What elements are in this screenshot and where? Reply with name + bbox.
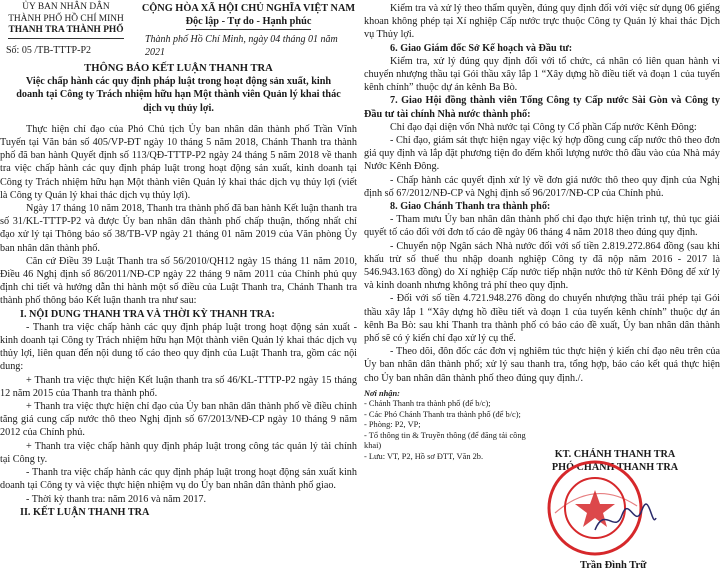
org-line-1: ỦY BAN NHÂN DÂN <box>22 2 110 12</box>
paragraph: Kiểm tra và xử lý theo thẩm quyền, đúng quy định đối với việc sử dụng 06 giếng khoan không phép tại Xí nghiệp Cấp nước trực thuộc Công ty Quản lý khai thác Dịch vụ Thủy lợi. <box>364 3 720 41</box>
sign-line-2: PHÓ CHÁNH THANH TRA <box>551 462 679 473</box>
paragraph: - Chấp hành các quyết định xử lý về đơn giá nước thô theo quy định của Nghị định số 67/2012/NĐ-CP và Nghị định số 96/2017/NĐ-CP của Chính phủ. <box>364 174 720 199</box>
document-number: Số: 05 /TB-TTTP-P2 <box>6 45 92 56</box>
paragraph: - Chỉ đạo, giám sát thực hiện ngay việc ký hợp đồng cung cấp nước thô theo đơn giá quy định và lắp đặt phương tiện đo đếm khối lượng nước thô đầu vào của Nhà máy Nước Kênh Đông. <box>364 135 720 173</box>
org-line-3: THANH TRA THÀNH PHỐ <box>8 25 123 39</box>
paragraph: Chỉ đạo đại diện vốn Nhà nước tại Công ty Cổ phần Cấp nước Kênh Đông: <box>390 121 697 133</box>
section-heading: I. NỘI DUNG THANH TRA VÀ THỜI KỲ THANH TRA: <box>20 308 275 320</box>
paragraph: - Thanh tra việc chấp hành các quy định pháp luật trong hoạt động sản xuất kinh doanh tại Công ty và việc thực hiện nhiệm vụ do Ủy ban nhân dân thành phố giao. <box>0 467 357 492</box>
paragraph: Kiểm tra, xử lý đúng quy định đối với tổ chức, cá nhân có liên quan hành vi chuyển nhượng thầu tại Gói thầu xây lắp 1 “Xây dựng hồ điều tiết và đoạn 1 của tuyến kênh chính” thuộc dự án kênh Ba Bò. <box>364 55 720 94</box>
paragraph: Căn cứ Điều 39 Luật Thanh tra số 56/2010/QH12 ngày 15 tháng 11 năm 2010, Điều 46 Nghị định số 86/2011/NĐ-CP ngày 22 tháng 9 năm 2011 của Chính phủ quy định chi tiết và hướng dẫn thi hành một số điều của Luật Thanh tra, Chánh Thanh tra thành phố thông báo Kết luận thanh tra như sau: <box>0 255 357 307</box>
issuing-org <box>0 2 132 39</box>
paragraph: + Thanh tra việc thực hiện chỉ đạo của Ủy ban nhân dân thành phố về điều chỉnh tăng giá cung cấp nước thô theo Nghị định số 67/2013/NĐ-CP ngày 10 tháng 9 năm 2012 của Chính phủ. <box>0 401 357 439</box>
national-motto <box>140 2 357 30</box>
recipient-item: - Lưu: VT, P2, Hồ sơ ĐTT, Văn 2b. <box>364 451 484 461</box>
paragraph: - Đối với số tiền 4.721.948.276 đồng do chuyển nhượng thầu trái phép tại Gói thầu xây lắp 1 “Xây dựng hồ điều tiết và đoạn 1 của tuyến kênh chính” thuộc dự án kênh Ba Bò: sau khi Thanh tra thành phố có báo cáo đề xuất, Ủy ban nhân dân thành phố sẽ có ý kiến chỉ đạo xử lý cụ thể. <box>364 293 720 345</box>
recipient-item: - Các Phó Chánh Thanh tra thành phố (để b/c); <box>364 409 521 419</box>
doc-subtitle: Việc chấp hành các quy định pháp luật trong hoạt động sản xuất, kinh doanh tại Công ty Trách nhiệm hữu hạn Một thành viên Quản lý khai thác dịch vụ thủy lợi. <box>16 76 341 114</box>
signer-name: Trần Đình Trữ <box>580 560 647 571</box>
recipient-item: - Phòng: P2, VP; <box>364 420 421 430</box>
paragraph: - Chuyển nộp Ngân sách Nhà nước đối với số tiền 2.819.272.864 đồng (sau khi khấu trừ số thuế thu nhập doanh nghiệp Công ty đã nộp năm 2016 - 2017 là 546.943.163 đồng) do Xí nghiệp Cấp nước tiếp nhận nước thô từ Kênh Đông để xử lý và kinh doanh nhưng không trả phí theo quy định. <box>364 240 720 292</box>
sign-line-1: KT. CHÁNH THANH TRA <box>554 449 676 460</box>
paragraph: Ngày 17 tháng 10 năm 2018, Thanh tra thành phố đã ban hành Kết luận thanh tra số 31/KL-TTTP-P2 và được Ủy ban nhân dân thành phố chấp thuận, thống nhất chỉ đạo xử lý tại Thông báo số 38/TB-VP ngày 21 tháng 01 năm 2019 của Văn phòng Ủy ban nhân dân thành phố. <box>0 203 357 254</box>
doc-title: THÔNG BÁO KẾT LUẬN THANH TRA <box>84 63 273 74</box>
paragraph: - Thời kỳ thanh tra: năm 2016 và năm 2017. <box>26 493 207 505</box>
paragraph: + Thanh tra việc thực hiện Kết luận thanh tra số 46/KL-TTTP-P2 ngày 15 tháng 12 năm 2015 của Thanh tra thành phố. <box>0 374 357 399</box>
recipient-item: - Tổ thông tin & Truyền thông (để đăng tải công khai) <box>364 430 526 451</box>
org-line-2: THÀNH PHỐ HỒ CHÍ MINH <box>8 13 124 24</box>
recipients-title: Nơi nhận: <box>364 388 400 398</box>
paragraph: - Theo dõi, đôn đốc các đơn vị nghiêm túc thực hiện ý kiến chỉ đạo nêu trên của Ủy ban nhân dân thành phố; xử lý sau thanh tra, tổng hợp, báo cáo kết quả thực hiện cho Ủy ban nhân dân thành phố theo đúng quy định./. <box>364 346 720 384</box>
section-heading: 6. Giao Giám đốc Sở Kế hoạch và Đầu tư: <box>390 42 573 54</box>
section-heading: 7. Giao Hội đồng thành viên Tổng Công ty Cấp nước Sài Gòn và Công ty Đầu tư tài chính Nhà nước thành phố: <box>364 95 720 120</box>
paragraph: + Thanh tra việc chấp hành quy định pháp luật trong công tác quản lý tài chính tại Công ty. <box>0 440 357 465</box>
paragraph: - Tham mưu Ủy ban nhân dân thành phố chỉ đạo thực hiện trình tự, thủ tục giải quyết tố cáo đối với đơn tố cáo đề ngày 06 tháng 4 năm 2018 theo đúng quy định. <box>364 214 720 239</box>
signature-icon <box>590 500 660 540</box>
right-column <box>364 0 720 462</box>
left-body <box>0 62 357 519</box>
recipient-item: - Chánh Thanh tra thành phố (để b/c); <box>364 399 491 409</box>
paragraph: - Thanh tra việc chấp hành các quy định pháp luật trong hoạt động sản xuất - kinh doanh tại Công ty Trách nhiệm hữu hạn Một thành viên Quản lý khai thác dịch vụ thủy lợi, liên quan đến nội dung tố cáo theo quy định của Luật Thanh tra, gồm các nội dung: <box>0 321 357 373</box>
section-heading: 8. Giao Chánh Thanh tra thành phố: <box>390 201 551 213</box>
document-date: Thành phố Hồ Chí Minh, ngày 04 tháng 01 năm 2021 <box>145 34 338 59</box>
recipients <box>364 389 534 463</box>
section-heading: II. KẾT LUẬN THANH TRA <box>20 506 150 518</box>
nation-line-1: CỘNG HÒA XÃ HỘI CHỦ NGHĨA VIỆT NAM <box>141 3 356 14</box>
nation-line-2: Độc lập - Tự do - Hạnh phúc <box>186 15 312 30</box>
paragraph: Thực hiện chỉ đạo của Phó Chủ tịch Ủy ban nhân dân thành phố Trần Vĩnh Tuyến tại Văn bản số 405/VP-ĐT ngày 10 tháng 5 năm 2018, Chánh Thanh tra thành phố đã ban hành Quyết định số 113/QĐ-TTTP-P2 ngày 24 tháng 5 năm 2018 về thanh tra việc chấp hành các quy định pháp luật trong hoạt động sản xuất, kinh doanh tại Công ty Trách nhiệm hữu hạn Một thành viên Quản lý khai thác dịch vụ thủy lợi (viết là Công ty Quản lý khai thác dịch vụ thủy lợi). <box>0 123 357 201</box>
